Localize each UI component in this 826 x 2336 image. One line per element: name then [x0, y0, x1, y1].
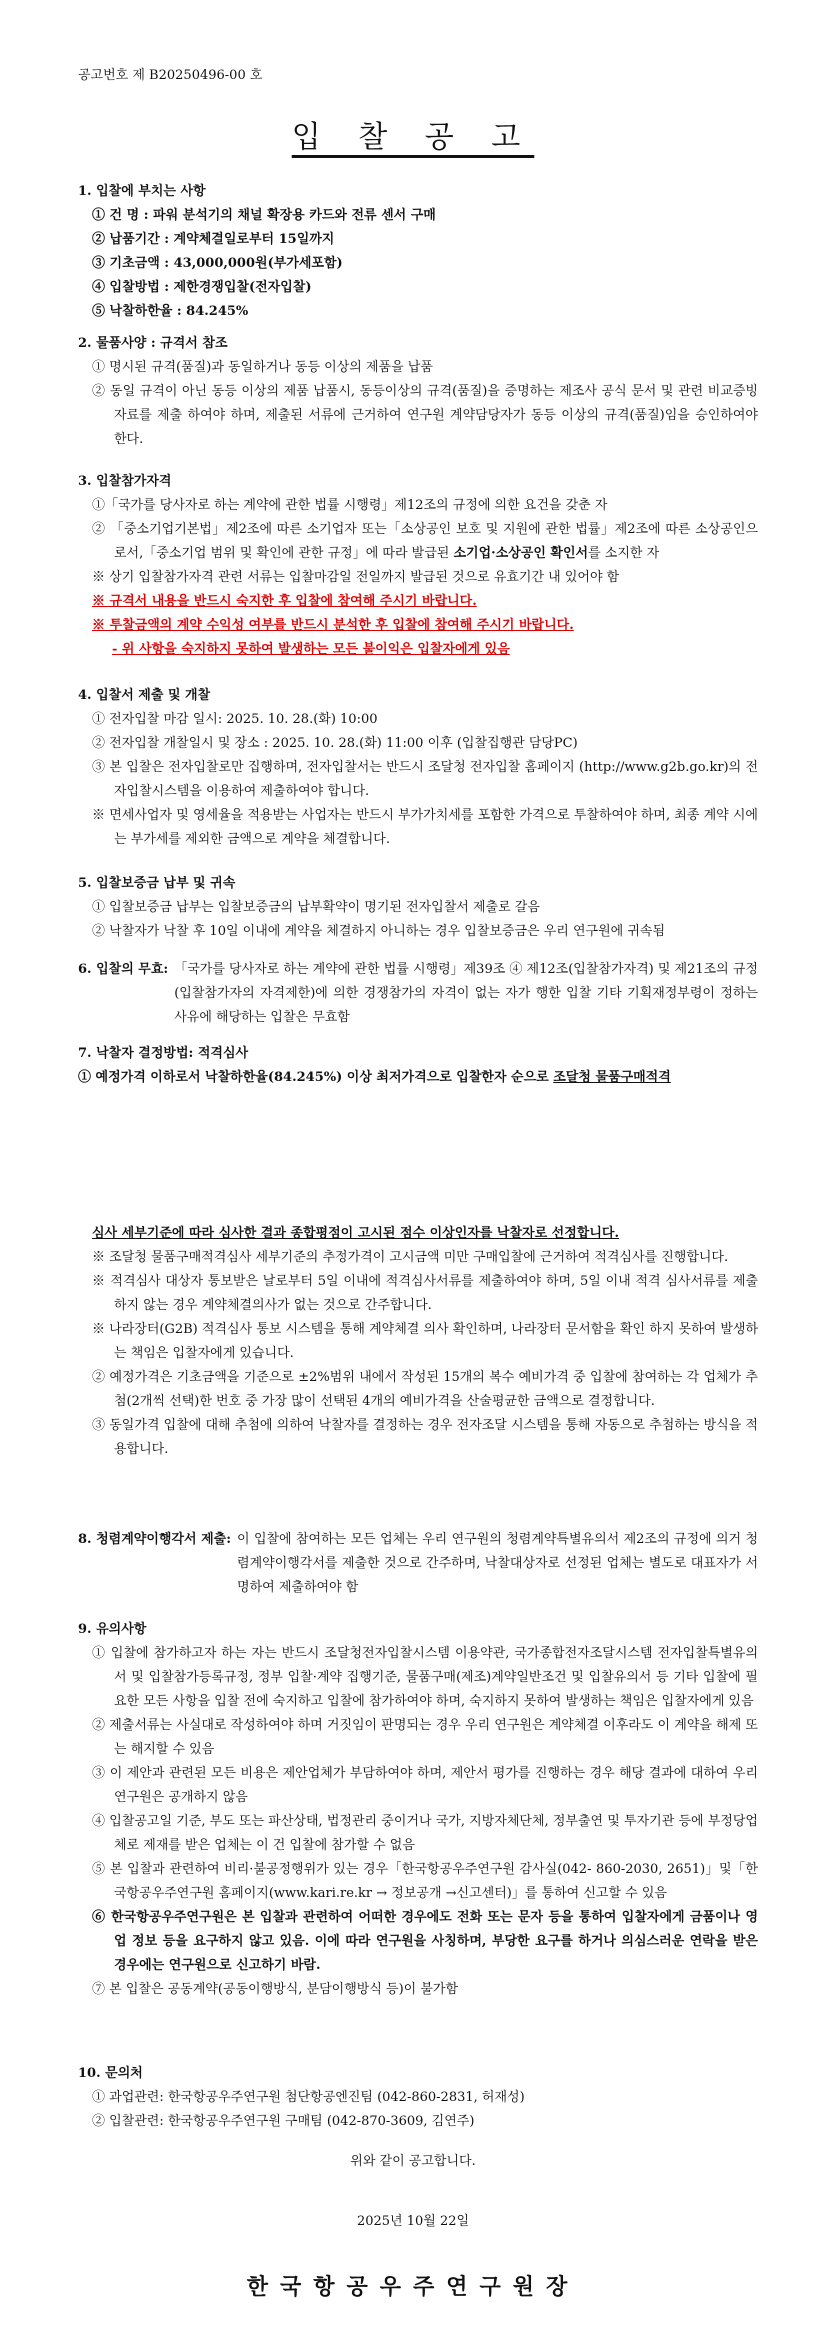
- list-item: ③ 기초금액 : 43,000,000원(부가세포함): [92, 256, 343, 271]
- notice-number: 공고번호 제 B20250496-00 호: [78, 68, 263, 83]
- list-item: ⑤ 낙찰하한율 : 84.245%: [92, 304, 249, 319]
- list-item: ② 입찰관련: 한국항공우주연구원 구매팀 (042-870-3609, 김연주): [92, 2114, 475, 2129]
- section-heading: 6. 입찰의 무효:: [78, 962, 169, 977]
- warning-note: ※ 규격서 내용을 반드시 숙지한 후 입찰에 참여해 주시기 바랍니다.: [92, 594, 477, 609]
- note: ※ 조달청 물품구매적격심사 세부기준의 추정가격이 고시금액 미만 구매입찰에 근거하여 적격심사를 진행합니다.: [92, 1250, 729, 1265]
- section-1: [78, 180, 758, 324]
- list-item: ① 건 명 : 파워 분석기의 채널 확장용 카드와 전류 센서 구매: [92, 208, 436, 223]
- list-item-text: ② 「중소기업기본법」제2조에 따른 소기업자 또는「소상공인 보호 및 지원에 관한 법률」제2조에 따른 소상공인으로서,「중소기업 범위 및 확인에 관한 규정」에 따라 발급된: [92, 522, 758, 561]
- section-heading: 8. 청렴계약이행각서 제출:: [78, 1532, 232, 1547]
- list-item-text: 를 소지한 자: [588, 546, 660, 561]
- list-item: ⑦ 본 입찰은 공동계약(공동이행방식, 분담이행방식 등)이 불가함: [92, 1982, 459, 1997]
- section-heading: 5. 입찰보증금 납부 및 귀속: [78, 876, 236, 891]
- list-item-text: ① 예정가격 이하로서 낙찰하한율(84.245%) 이상 최저가격으로 입찰한자 순으로: [78, 1070, 554, 1085]
- section-text: 이 입찰에 참여하는 모든 업체는 우리 연구원의 청렴계약특별유의서 제2조의 규정에 의거 청렴계약이행각서를 제출한 것으로 간주하며, 낙찰대상자로 선정된 업체는 별도로 대표자가 서명하여 제출하여야 함: [237, 1532, 758, 1595]
- list-item-emphasis: 소기업·소상공인 확인서: [453, 546, 589, 561]
- list-item: ① 전자입찰 마감 일시: 2025. 10. 28.(화) 10:00: [92, 712, 378, 727]
- section-7: [78, 1042, 758, 1090]
- section-heading: 1. 입찰에 부치는 사항: [78, 184, 206, 199]
- list-item: ⑥ 한국항공우주연구원은 본 입찰과 관련하여 어떠한 경우에도 전화 또는 문자 등을 통하여 입찰자에게 금품이나 영업 정보 등을 요구하지 않고 있음. 이에 따라 연구원을 사칭하며, 부당한 요구를 하거나 의심스러운 연락을 받은 경우에는 연구원으로 신고하기 바람.: [92, 1910, 758, 1973]
- list-item: ③ 동일가격 입찰에 대해 추첨에 의하여 낙찰자를 결정하는 경우 전자조달 시스템을 통해 자동으로 추첨하는 방식을 적용합니다.: [92, 1418, 758, 1457]
- note: ※ 상기 입찰참가자격 관련 서류는 입찰마감일 전일까지 발급된 것으로 유효기간 내 있어야 함: [92, 570, 620, 585]
- list-item: [92, 518, 758, 566]
- section-3: [78, 470, 758, 662]
- list-item: ① 명시된 규격(품질)과 동일하거나 동등 이상의 제품을 납품: [92, 360, 433, 375]
- warning-note: ※ 투찰금액의 계약 수익성 여부를 반드시 분석한 후 입찰에 참여해 주시기 바랍니다.: [92, 618, 574, 633]
- section-2: [78, 332, 758, 452]
- section-text: 「국가를 당사자로 하는 계약에 관한 법률 시행령」제39조 ④ 제12조(입찰참가자격) 및 제21조의 규정(입찰참가자의 자격제한)에 의한 경쟁참가의 자격이 없는 자가 행한 입찰 기타 기획재정부령이 정하는 사유에 해당하는 입찰은 무효함: [174, 962, 758, 1025]
- list-item: ④ 입찰공고일 기준, 부도 또는 파산상태, 법정관리 중이거나 국가, 지방자체단체, 정부출연 및 투자기관 등에 부정당업체로 제재를 받은 업체는 이 건 입찰에 참가할 수 없음: [92, 1814, 758, 1853]
- list-item: ② 동일 규격이 아닌 동등 이상의 제품 납품시, 동등이상의 규격(품질)을 증명하는 제조사 공식 문서 및 관련 비교증빙자료를 제출 하여야 하며, 제출된 서류에 근거하여 연구원 계약담당자가 동등 이상의 규격(품질)임을 승인하여야 한다.: [92, 384, 758, 447]
- list-item: ② 전자입찰 개찰일시 및 장소 : 2025. 10. 28.(화) 11:00 이후 (입찰집행관 담당PC): [92, 736, 578, 751]
- list-item-emphasis: 조달청 물품구매적격: [553, 1070, 671, 1085]
- note: ※ 나라장터(G2B) 적격심사 통보 시스템을 통해 계약체결 의사 확인하며, 나라장터 문서함을 확인 하지 못하여 발생하는 책임은 입찰자에게 있습니다.: [92, 1322, 758, 1361]
- section-7-continued: [78, 1222, 758, 1462]
- list-item: ①「국가를 당사자로 하는 계약에 관한 법률 시행령」제12조의 규정에 의한 요건을 갖춘 자: [92, 498, 608, 513]
- list-item: ④ 입찰방법 : 제한경쟁입찰(전자입찰): [92, 280, 312, 295]
- section-heading: 10. 문의처: [78, 2066, 143, 2081]
- section-4: [78, 684, 758, 852]
- list-item: ② 납품기간 : 계약체결일로부터 15일까지: [92, 232, 335, 247]
- list-item: ② 제출서류는 사실대로 작성하여야 하며 거짓임이 판명되는 경우 우리 연구원은 계약체결 이후라도 이 계약을 해제 또는 해지할 수 있음: [92, 1718, 758, 1757]
- list-item: ② 예정가격은 기초금액을 기준으로 ±2%범위 내에서 작성된 15개의 복수 예비가격 중 입찰에 참여하는 각 업체가 추첨(2개씩 선택)한 번호 중 가장 많이 선택된 4개의 예비가격을 산술평균한 금액으로 결정합니다.: [92, 1370, 758, 1409]
- list-item: [78, 1066, 758, 1090]
- note: ※ 적격심사 대상자 통보받은 날로부터 5일 이내에 적격심사서류를 제출하여야 하며, 5일 이내 적격 심사서류를 제출하지 않는 경우 계약체결의사가 없는 것으로 간주합니다.: [92, 1274, 758, 1313]
- warning-note: - 위 사항을 숙지하지 못하여 발생하는 모든 불이익은 입찰자에게 있음: [112, 642, 510, 657]
- list-item-continuation: 심사 세부기준에 따라 심사한 결과 종합평점이 고시된 점수 이상인자를 낙찰자로 선정합니다.: [92, 1226, 619, 1241]
- announcement-date: 2025년 10월 22일: [356, 2214, 470, 2229]
- section-heading: 4. 입찰서 제출 및 개찰: [78, 688, 211, 703]
- note: ※ 면세사업자 및 영세율을 적용받는 사업자는 반드시 부가가치세를 포함한 가격으로 투찰하여야 하며, 최종 계약 시에는 부가세를 제외한 금액으로 계약을 체결합니다.: [92, 808, 758, 847]
- list-item: ① 입찰에 참가하고자 하는 자는 반드시 조달청전자입찰시스템 이용약관, 국가종합전자조달시스템 전자입찰특별유의서 및 입찰참가등록규정, 정부 입찰·계약 집행기준, 물품구매(제조)계약일반조건 및 입찰유의서 등 기타 입찰에 필요한 모든 사항을 입찰 전에 숙지하고 입찰에 참가하여야 하며, 숙지하지 못하여 발생하는 책임은 입찰자에게 있음: [92, 1646, 758, 1709]
- section-5: [78, 872, 758, 944]
- signature-line: 한국항공우주연구원장: [246, 2274, 580, 2300]
- section-8: [78, 1528, 758, 1600]
- page-title: 입 찰 공 고: [291, 120, 535, 155]
- list-item: ② 낙찰자가 낙찰 후 10일 이내에 계약을 체결하지 아니하는 경우 입찰보증금은 우리 연구원에 귀속됨: [92, 924, 666, 939]
- list-item: ③ 이 제안과 관련된 모든 비용은 제안업체가 부담하여야 하며, 제안서 평가를 진행하는 경우 해당 결과에 대하여 우리 연구원은 공개하지 않음: [92, 1766, 758, 1805]
- section-9: [78, 1618, 758, 2002]
- closing-statement: 위와 같이 공고합니다.: [350, 2154, 476, 2169]
- section-6: [78, 958, 758, 1030]
- list-item: ① 입찰보증금 납부는 입찰보증금의 납부확약이 명기된 전자입찰서 제출로 갈음: [92, 900, 540, 915]
- list-item: ① 과업관련: 한국항공우주연구원 첨단항공엔진팀 (042-860-2831, 허재성): [92, 2090, 525, 2105]
- section-heading: 3. 입찰참가자격: [78, 474, 172, 489]
- section-heading: 7. 낙찰자 결정방법: 적격심사: [78, 1046, 249, 1061]
- section-heading: 2. 물품사양 : 규격서 참조: [78, 336, 228, 351]
- section-heading: 9. 유의사항: [78, 1622, 147, 1637]
- list-item: ③ 본 입찰은 전자입찰로만 집행하며, 전자입찰서는 반드시 조달청 전자입찰 홈페이지 (http://www.g2b.go.kr)의 전자입찰시스템을 이용하여 제출하여야 합니다.: [92, 760, 758, 799]
- section-10: [78, 2062, 758, 2134]
- list-item: ⑤ 본 입찰과 관련하여 비리·불공정행위가 있는 경우「한국항공우주연구원 감사실(042- 860-2030, 2651)」및「한국항공우주연구원 홈페이지(www.kari.re.kr → 정보공개 →신고센터)」를 통하여 신고할 수 있음: [92, 1862, 758, 1901]
